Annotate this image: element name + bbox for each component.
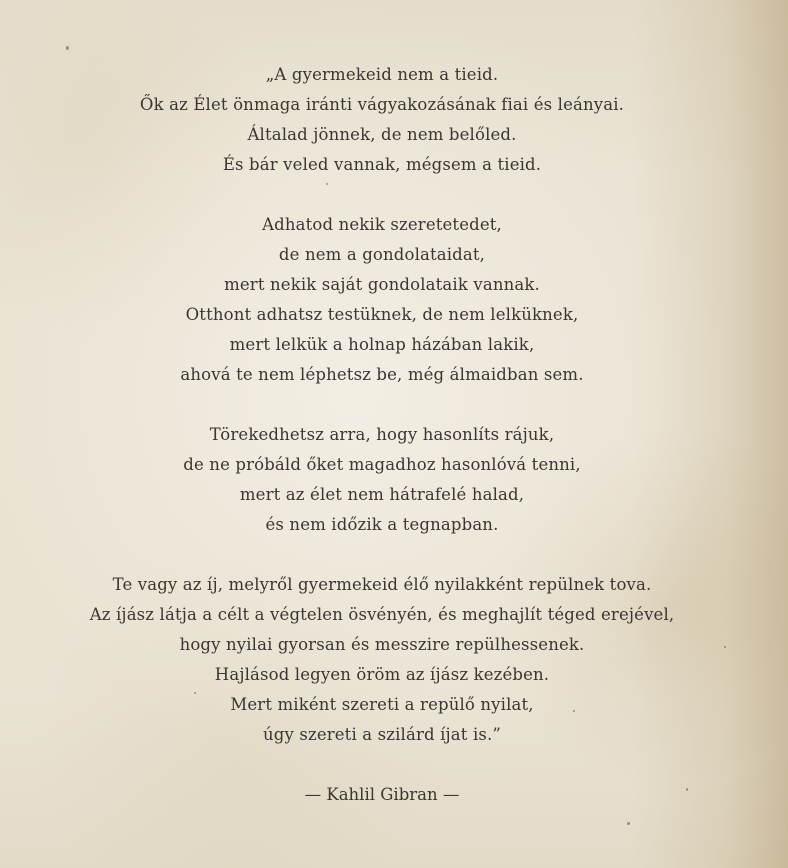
poem-line: Te vagy az íj, melyről gyermekeid élő nyilakként repülnek tova. bbox=[112, 575, 652, 594]
stanza-3 bbox=[0, 420, 764, 540]
poem bbox=[0, 60, 764, 810]
poem-line: Az íjász látja a célt a végtelen ösvényén, és meghajlít téged erejével, bbox=[89, 605, 675, 624]
poem-line: Általad jönnek, de nem belőled. bbox=[247, 125, 517, 144]
poem-line: mert az élet nem hátrafelé halad, bbox=[239, 485, 525, 504]
poem-line: hogy nyilai gyorsan és messzire repülhessenek. bbox=[179, 635, 585, 654]
poem-line: mert nekik saját gondolataik vannak. bbox=[224, 275, 540, 294]
poem-line: de nem a gondolataidat, bbox=[278, 245, 486, 264]
paper-speck bbox=[66, 46, 69, 50]
poem-line: „A gyermekeid nem a tieid. bbox=[265, 65, 499, 84]
stanza-2 bbox=[0, 210, 764, 390]
stanza-4 bbox=[0, 570, 764, 750]
paper-speck bbox=[627, 822, 630, 825]
poem-line: úgy szereti a szilárd íjat is.” bbox=[263, 725, 501, 744]
poem-line: ahová te nem léphetsz be, még álmaidban sem. bbox=[180, 365, 584, 384]
poem-line: Ők az Élet önmaga iránti vágyakozásának fiai és leányai. bbox=[139, 95, 625, 114]
author-attribution: — Kahlil Gibran — bbox=[304, 785, 460, 804]
poem-line: de ne próbáld őket magadhoz hasonlóvá tenni, bbox=[183, 455, 581, 474]
poem-line: Törekedhetsz arra, hogy hasonlíts rájuk, bbox=[209, 425, 555, 444]
stanza-1 bbox=[0, 60, 764, 180]
poem-line: és nem időzik a tegnapban. bbox=[265, 515, 499, 534]
poem-line: És bár veled vannak, mégsem a tieid. bbox=[222, 155, 542, 174]
poem-line: Mert miként szereti a repülő nyilat, bbox=[230, 695, 534, 714]
poem-line: Otthont adhatsz testüknek, de nem lelküknek, bbox=[185, 305, 579, 324]
poem-line: mert lelkük a holnap házában lakik, bbox=[229, 335, 535, 354]
poem-line: Adhatod nekik szeretetedet, bbox=[262, 215, 502, 234]
poem-line: Hajlásod legyen öröm az íjász kezében. bbox=[214, 665, 550, 684]
